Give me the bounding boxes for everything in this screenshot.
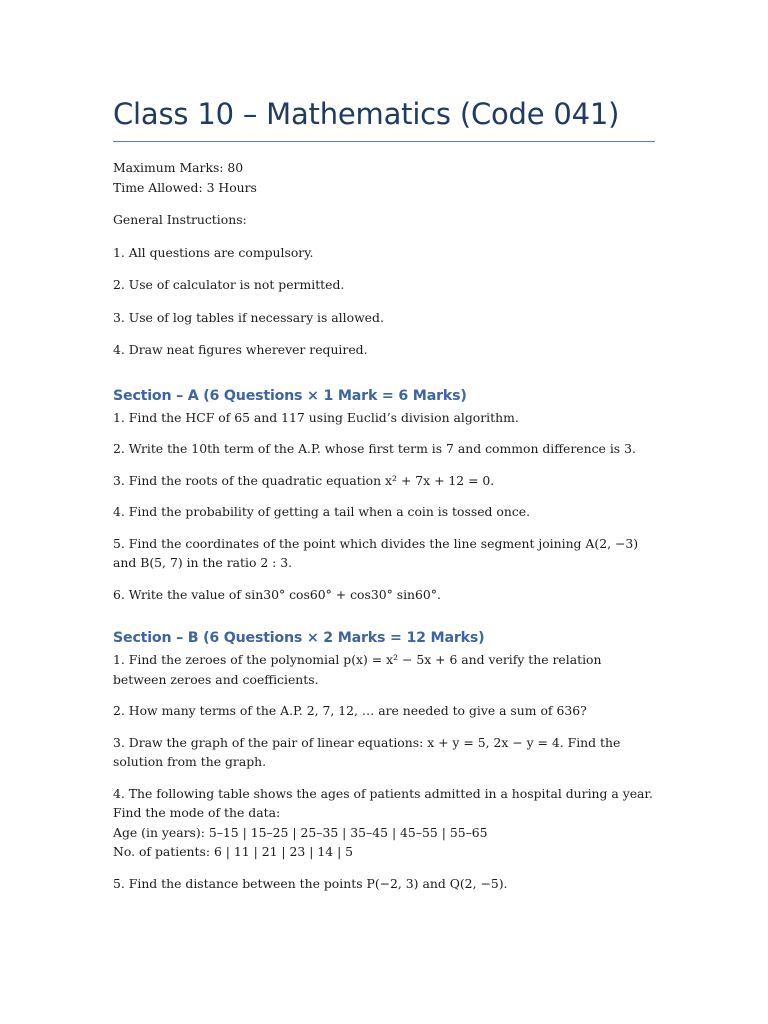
question-item: 6. Write the value of sin30° cos60° + cos30° sin60°. bbox=[113, 586, 441, 602]
table-question-text: 4. The following table shows the ages of patients admitted in a hospital during a year. Find the mode of the data: bbox=[113, 785, 653, 820]
question-item: 5. Find the distance between the points P(−2, 3) and Q(2, −5). bbox=[113, 875, 508, 891]
time-allowed: Time Allowed: 3 Hours bbox=[113, 179, 257, 195]
question-item: 1. Find the zeroes of the polynomial p(x) = x² − 5x + 6 and verify the relation between zeroes and coefficients. bbox=[113, 652, 602, 687]
instruction-item: 2. Use of calculator is not permitted. bbox=[113, 277, 345, 292]
patients-row: No. of patients: 6 | 11 | 21 | 23 | 14 | 5 bbox=[113, 844, 354, 859]
document-page bbox=[113, 94, 655, 893]
question-item: 3. Draw the graph of the pair of linear equations: x + y = 5, 2x − y = 4. Find the solution from the graph. bbox=[113, 734, 621, 769]
paper-meta bbox=[113, 158, 655, 197]
document-title: Class 10 – Mathematics (Code 041) bbox=[113, 94, 655, 142]
section-b-heading: Section – B (6 Questions × 2 Marks = 12 Marks) bbox=[113, 630, 485, 646]
question-item: 1. Find the HCF of 65 and 117 using Euclid’s division algorithm. bbox=[113, 409, 519, 425]
question-item: 2. Write the 10th term of the A.P. whose first term is 7 and common difference is 3. bbox=[113, 441, 636, 456]
instruction-item: 4. Draw neat figures wherever required. bbox=[113, 342, 368, 357]
table-question bbox=[113, 784, 655, 862]
instructions-heading: General Instructions: bbox=[113, 212, 247, 227]
question-item: 2. How many terms of the A.P. 2, 7, 12, … are needed to give a sum of 636? bbox=[113, 703, 587, 718]
question-item: 3. Find the roots of the quadratic equation x² + 7x + 12 = 0. bbox=[113, 472, 495, 488]
maximum-marks: Maximum Marks: 80 bbox=[113, 160, 244, 175]
question-item: 4. Find the probability of getting a tail when a coin is tossed once. bbox=[113, 504, 531, 519]
question-item: 5. Find the coordinates of the point which divides the line segment joining A(2, −3) and B(5, 7) in the ratio 2 : 3. bbox=[113, 535, 639, 570]
instruction-item: 1. All questions are compulsory. bbox=[113, 244, 314, 260]
age-row: Age (in years): 5–15 | 15–25 | 25–35 | 35–45 | 45–55 | 55–65 bbox=[113, 824, 488, 840]
section-a-heading: Section – A (6 Questions × 1 Mark = 6 Marks) bbox=[113, 387, 467, 404]
instruction-item: 3. Use of log tables if necessary is allowed. bbox=[113, 309, 384, 325]
